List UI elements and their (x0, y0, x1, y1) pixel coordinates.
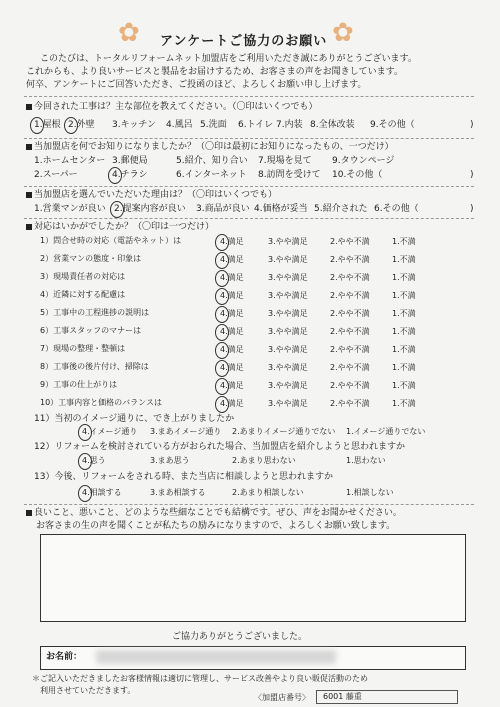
q13-opt-1[interactable]: 1.相談しない (346, 488, 394, 497)
q1-title: 今回された工事は？主な部位を教えてください。（〇印はいくつでも） (26, 102, 318, 113)
q4-row10-opt2[interactable]: 2.やや不満 (330, 399, 370, 408)
answer-circle (215, 378, 229, 395)
q4-item-9: 9）工事の仕上がりは (40, 380, 118, 389)
q4-row1-opt4[interactable]: 4.満足 (220, 237, 244, 246)
divider (24, 186, 474, 187)
q11-title: 11）当初のイメージ通りに、でき上がりましたか (34, 414, 235, 424)
member-number-label: 〈加盟店番号〉 (254, 693, 310, 702)
q3-opt-6-close: ) (470, 204, 474, 214)
divider (24, 504, 474, 505)
answer-circle (215, 306, 229, 323)
q2-row1-opt-5[interactable]: 9.タウンページ (332, 156, 395, 166)
q11-opt-3[interactable]: 3.まあイメージ通り (150, 427, 222, 436)
q4-item-1: 1）問合せ時の対応（電話やネット）は (40, 236, 182, 245)
q3-opt-2[interactable]: 2.提案内容が良い (114, 204, 186, 214)
divider (24, 218, 474, 219)
q2-row2-opt-2[interactable]: 4.チラシ (112, 170, 148, 180)
q1-opt-3[interactable]: 3.キッチン (112, 120, 156, 130)
answer-circle (64, 117, 78, 134)
answer-circle (78, 485, 92, 502)
privacy-note-2: 利用させていただきます。 (40, 686, 136, 695)
q4-title: 対応はいかがでしたか？（〇印は一つだけ） (26, 222, 214, 233)
member-number-value: 6001 藤重 (316, 690, 458, 704)
q4-row6-opt1[interactable]: 1.不満 (392, 327, 416, 336)
q4-row2-opt1[interactable]: 1.不満 (392, 255, 416, 264)
answer-circle (215, 360, 229, 377)
divider (24, 96, 474, 97)
q4-row2-opt4[interactable]: 4.満足 (220, 255, 244, 264)
q1-opt-9-close: ) (470, 120, 474, 130)
q4-row1-opt3[interactable]: 3.やや満足 (268, 237, 308, 246)
q2-row2-opt-1[interactable]: 2.スーパー (34, 170, 78, 180)
q12-opt-2[interactable]: 2.あまり思わない (232, 456, 296, 465)
answer-circle (215, 234, 229, 251)
answer-circle (78, 424, 92, 441)
q4-item-7: 7）現場の整理・整頓は (40, 344, 126, 353)
q4-item-2: 2）営業マンの態度・印象は (40, 254, 142, 263)
bullet-icon (26, 224, 32, 230)
q4-item-3: 3）現場責任者の対応は (40, 272, 126, 281)
q2-row1-opt-1[interactable]: 1.ホームセンター (34, 156, 106, 166)
flower-icon-right: ✿ (332, 18, 354, 48)
q12-title: 12）リフォームを検討されている方がおられた場合、当加盟店を紹介しようと思われますか (34, 442, 406, 452)
answer-circle (30, 117, 44, 134)
q2-title: 当加盟店を何でお知りになりましたか？（〇印は最初にお知りになったもの、一つだけ） (26, 142, 394, 153)
q1-opt-1[interactable]: 1.屋根 (34, 120, 61, 130)
q2-row1-opt-2[interactable]: 3.郵便局 (112, 156, 148, 166)
q4-row4-opt2[interactable]: 2.やや不満 (330, 291, 370, 300)
q13-opt-3[interactable]: 3.まあ相談する (150, 488, 206, 497)
q11-opt-2[interactable]: 2.あまりイメージ通りでない (232, 427, 336, 436)
thanks-text: ご協力ありがとうございました。 (172, 632, 308, 642)
q4-item-6: 6）工事スタッフのマナーは (40, 326, 142, 335)
bullet-icon (26, 192, 32, 198)
q4-row7-opt1[interactable]: 1.不満 (392, 345, 416, 354)
q2-row2-opt-4[interactable]: 8.訪問を受けて (258, 170, 321, 180)
q11-opt-1[interactable]: 1.イメージ通りでない (346, 427, 426, 436)
q4-row8-opt3[interactable]: 3.やや満足 (268, 363, 308, 372)
answer-circle (215, 324, 229, 341)
q4-row6-opt2[interactable]: 2.やや不満 (330, 327, 370, 336)
q4-row6-opt4[interactable]: 4.満足 (220, 327, 244, 336)
q12-opt-1[interactable]: 1.思わない (346, 456, 386, 465)
q1-opt-2[interactable]: 2.外壁 (68, 120, 95, 130)
q3-opt-4[interactable]: 4.価格が妥当 (254, 204, 308, 214)
intro-line-3: 何卒、アンケートにご回答いただき、ご投函のほど、よろしくお願い申し上げます。 (26, 80, 367, 90)
q3-opt-6[interactable]: 6.その他（ (374, 204, 419, 214)
answer-circle (78, 453, 92, 470)
answer-circle (215, 270, 229, 287)
q3-opt-5[interactable]: 5.紹介された (314, 204, 368, 214)
answer-circle (110, 201, 124, 218)
page-title: アンケートご協力のお願い (160, 34, 328, 49)
q4-row9-opt2[interactable]: 2.やや不満 (330, 381, 370, 390)
q4-row5-opt3[interactable]: 3.やや満足 (268, 309, 308, 318)
q4-row6-opt3[interactable]: 3.やや満足 (268, 327, 308, 336)
q12-opt-3[interactable]: 3.まあ思う (150, 456, 190, 465)
q4-row3-opt4[interactable]: 4.満足 (220, 273, 244, 282)
q4-row5-opt2[interactable]: 2.やや不満 (330, 309, 370, 318)
q1-opt-8[interactable]: 8.全体改装 (310, 120, 355, 130)
flower-icon-left: ✿ (118, 18, 140, 48)
q13-opt-2[interactable]: 2.あまり相談しない (232, 488, 304, 497)
q4-row7-opt4[interactable]: 4.満足 (220, 345, 244, 354)
q12-opt-4[interactable]: 4.思う (82, 456, 106, 465)
q4-row7-opt3[interactable]: 3.やや満足 (268, 345, 308, 354)
q4-row2-opt3[interactable]: 3.やや満足 (268, 255, 308, 264)
q4-row8-opt1[interactable]: 1.不満 (392, 363, 416, 372)
answer-circle (215, 396, 229, 413)
divider (24, 138, 474, 139)
q4-row3-opt3[interactable]: 3.やや満足 (268, 273, 308, 282)
answer-circle (108, 167, 122, 184)
q1-opt-6[interactable]: 6.トイレ (238, 120, 274, 130)
q4-row1-opt1[interactable]: 1.不満 (392, 237, 416, 246)
privacy-note-1: ＊ご記入いただきましたお客様情報は適切に管理し、サービス改善やより良い販促活動のため (32, 674, 368, 683)
q4-row9-opt1[interactable]: 1.不満 (392, 381, 416, 390)
bullet-icon (26, 510, 32, 516)
q4-row10-opt1[interactable]: 1.不満 (392, 399, 416, 408)
q2-row2-opt-3[interactable]: 6.インターネット (176, 170, 247, 180)
bullet-icon (26, 104, 32, 110)
bullet-icon (26, 144, 32, 150)
redacted-name (96, 650, 336, 664)
q4-row3-opt2[interactable]: 2.やや不満 (330, 273, 370, 282)
q4-item-8: 8）工事後の後片付け、掃除は (40, 362, 149, 371)
q3-title: 当加盟店を選んでいただいた理由は？（〇印はいくつでも） (26, 190, 277, 201)
q2-row2-opt-5[interactable]: 10.その他（ (332, 170, 383, 180)
q4-row3-opt1[interactable]: 1.不満 (392, 273, 416, 282)
q2-opt-10-close: ) (470, 170, 474, 180)
q4-item-4: 4）近隣に対する配慮は (40, 290, 126, 299)
q4-item-5: 5）工事中の工程進捗の説明は (40, 308, 150, 317)
q4-row8-opt4[interactable]: 4.満足 (220, 363, 244, 372)
q4-row5-opt4[interactable]: 4.満足 (220, 309, 244, 318)
q11-opt-4[interactable]: 4.イメージ通り (82, 427, 138, 436)
name-label: お名前： (46, 652, 83, 662)
q4-row4-opt1[interactable]: 1.不満 (392, 291, 416, 300)
q4-row9-opt3[interactable]: 3.やや満足 (268, 381, 308, 390)
intro-line-1: このたびは、トータルリフォームネット加盟店をご利用いただき誠にありがとうございます。 (40, 54, 417, 64)
q4-row2-opt2[interactable]: 2.やや不満 (330, 255, 370, 264)
q13-opt-4[interactable]: 4.相談する (82, 488, 122, 497)
comment-textarea[interactable] (40, 534, 466, 622)
free-comment-prompt-2: お客さまの生の声を聞くことが私たちの励みになりますので、よろしくお願い致します。 (36, 521, 396, 531)
q4-row8-opt2[interactable]: 2.やや不満 (330, 363, 370, 372)
answer-circle (215, 342, 229, 359)
q4-row1-opt2[interactable]: 2.やや不満 (330, 237, 370, 246)
q4-row5-opt1[interactable]: 1.不満 (392, 309, 416, 318)
answer-circle (215, 252, 229, 269)
q4-row4-opt4[interactable]: 4.満足 (220, 291, 244, 300)
q1-opt-5[interactable]: 5.洗面 (200, 120, 227, 130)
q1-opt-9[interactable]: 9.その他（ (370, 120, 415, 130)
q4-item-10: 10）工事内容と価格のバランスは (40, 398, 162, 407)
q4-row4-opt3[interactable]: 3.やや満足 (268, 291, 308, 300)
q3-opt-1[interactable]: 1.営業マンが良い (34, 204, 106, 214)
q3-opt-3[interactable]: 3.商品が良い (196, 204, 250, 214)
q4-row7-opt2[interactable]: 2.やや不満 (330, 345, 370, 354)
answer-circle (215, 288, 229, 305)
q13-title: 13）今後、リフォームをされる時、また当店に相談しようと思われますか (34, 472, 334, 482)
q1-opt-4[interactable]: 4.風呂 (166, 120, 193, 130)
q4-row9-opt4[interactable]: 4.満足 (220, 381, 244, 390)
free-comment-prompt: 良いこと、悪いこと、どのような些細なことでも結構です。ぜひ、声をお聞かせください。 (26, 508, 402, 519)
q4-row10-opt4[interactable]: 4.満足 (220, 399, 244, 408)
q4-row10-opt3[interactable]: 3.やや満足 (268, 399, 308, 408)
q2-row1-opt-4[interactable]: 7.現場を見て (258, 156, 312, 166)
intro-line-2: これからも、より良いサービスと製品をお届けするため、お客さまの声をお聞きしています。 (26, 67, 403, 77)
q1-opt-7[interactable]: 7.内装 (276, 120, 303, 130)
q2-row1-opt-3[interactable]: 5.紹介、知り合い (176, 156, 248, 166)
